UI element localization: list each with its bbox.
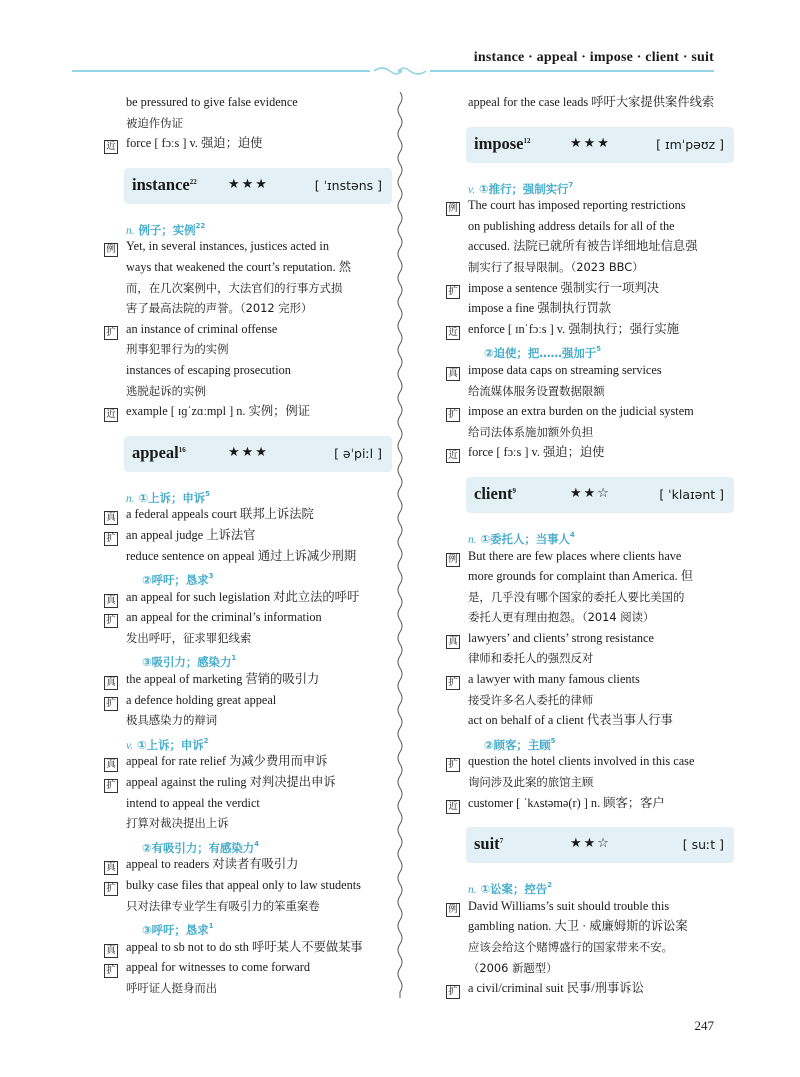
entry-text: customer [ ˈkʌstəmə(r) ] n. 顾客；客户	[468, 795, 665, 810]
star-rating: ★★★	[228, 444, 269, 460]
sense-line: v. ①上诉；申诉$^2$	[126, 736, 209, 752]
entry-line	[446, 958, 728, 979]
entry-head-appeal	[124, 436, 392, 472]
entry-text: 发出呼吁，征求罪犯线索	[126, 630, 252, 645]
entry-text: force [ fɔːs ] v. 强迫；迫使	[468, 445, 605, 460]
entry-line	[104, 257, 386, 278]
entry-text: 打算对裁决提出上诉	[126, 816, 229, 831]
headword: instance$^{22}$	[132, 174, 197, 194]
label-tag: 真	[104, 511, 118, 525]
entry-text: Yet, in several instances, justices acted in	[126, 239, 329, 254]
entry-line	[446, 751, 728, 772]
sense-line: ②有吸引力；有感染力$^4$	[142, 839, 260, 855]
entry-text: reduce sentence on appeal 通过上诉减少刑期	[126, 548, 357, 563]
label-tag: 扩	[446, 676, 460, 690]
label-tag: 扩	[104, 614, 118, 628]
entry-text: 给司法体系施加额外负担	[468, 424, 594, 439]
entry-text: a federal appeals court 联邦上诉法院	[126, 507, 314, 522]
entry-text: lawyers’ and clients’ strong resistance	[468, 630, 654, 645]
entry-line	[104, 607, 386, 628]
entry-text: 逃脱起诉的实例	[126, 383, 206, 398]
entry-line	[446, 442, 728, 463]
sense-line: n. ①委托人；当事人$^4$	[468, 530, 575, 546]
entry-text: appeal against the ruling 对判决提出申诉	[126, 775, 336, 790]
headword: impose$^{12}$	[474, 133, 531, 153]
entry-text: appeal to sb not to do sth 呼吁某人不要做某事	[126, 939, 363, 954]
entry-text: 是，几乎没有哪个国家的委托人要比美国的	[468, 589, 685, 604]
entry-line	[104, 381, 386, 402]
ornament-icon	[370, 64, 430, 78]
label-tag: 真	[104, 944, 118, 958]
entry-text: 询问涉及此案的旅馆主顾	[468, 775, 594, 790]
entry-line	[104, 278, 386, 299]
entry-line	[446, 381, 728, 402]
entry-line	[104, 339, 386, 360]
label-tag: 扩	[446, 285, 460, 299]
entry-text: accused. 法院已就所有被告详细地址信息强	[468, 239, 698, 254]
label-tag: 扩	[446, 408, 460, 422]
entry-line	[104, 360, 386, 381]
label-tag: 例	[446, 202, 460, 216]
entry-text: 律师和委托人的强烈反对	[468, 651, 594, 666]
entry-text: 被迫作伪证	[126, 115, 183, 130]
entry-line	[104, 587, 386, 608]
entry-text: an appeal for such legislation 对此立法的呼吁	[126, 589, 360, 604]
entry-line	[104, 546, 386, 567]
label-tag: 例	[446, 903, 460, 917]
entry-line	[446, 916, 728, 937]
entry-line	[446, 690, 728, 711]
label-tag: 扩	[104, 882, 118, 896]
running-header: instance · appeal · impose · client · suit	[473, 50, 714, 65]
entry-line	[446, 607, 728, 628]
entry-line	[446, 978, 728, 999]
entry-line	[446, 628, 728, 649]
entry-text: 呼吁证人挺身而出	[126, 980, 218, 995]
entry-text: on publishing address details for all of the	[468, 218, 675, 233]
label-tag: 近	[446, 800, 460, 814]
entry-line	[104, 710, 386, 731]
label-tag: 近	[104, 140, 118, 154]
label-tag: 扩	[104, 532, 118, 546]
label-tag: 扩	[104, 697, 118, 711]
entry-text: ways that weakened the court’s reputation. 然	[126, 259, 352, 274]
entry-text: an appeal for the criminal’s information	[126, 610, 322, 625]
page-number: 247	[694, 1018, 714, 1033]
entry-text: gambling nation. 大卫 · 威廉姆斯的诉讼案	[468, 919, 688, 934]
entry-text: appeal to readers 对读者有吸引力	[126, 857, 299, 872]
entry-line	[446, 937, 728, 958]
entry-line	[104, 854, 386, 875]
entry-text: instances of escaping prosecution	[126, 362, 291, 377]
entry-line	[104, 772, 386, 793]
headword: client$^9$	[474, 483, 516, 503]
entry-text: appeal for witnesses to come forward	[126, 960, 311, 975]
left-column	[104, 92, 386, 999]
entry-line	[446, 195, 728, 216]
phonetic: [ ˈɪnstəns ]	[314, 177, 382, 193]
label-tag: 真	[446, 635, 460, 649]
entry-text: 只对法律专业学生有吸引力的笨重案卷	[126, 898, 320, 913]
entry-line	[446, 587, 728, 608]
entry-text: a defence holding great appeal	[126, 692, 277, 707]
entry-line	[104, 937, 386, 958]
entry-line	[446, 793, 728, 814]
entry-line	[446, 648, 728, 669]
entry-line	[104, 690, 386, 711]
entry-text: a lawyer with many famous clients	[468, 672, 640, 687]
entry-text: act on behalf of a client 代表当事人行事	[468, 713, 673, 728]
entry-text: example [ ɪɡˈzɑːmpl ] n. 实例；例证	[126, 404, 311, 419]
entry-line	[104, 92, 386, 113]
sense-line: ③呼吁；恳求$^1$	[142, 922, 214, 938]
entry-text: the appeal of marketing 营销的吸引力	[126, 672, 320, 687]
sense-line: n. 例子；实例$^{22}$	[126, 221, 206, 237]
entry-text: 而，在几次案例中，大法官们的行事方式损	[126, 280, 343, 295]
entry-line	[446, 422, 728, 443]
label-tag: 扩	[446, 985, 460, 999]
entry-head-suit	[466, 827, 734, 863]
sense-line: ③吸引力；感染力$^1$	[142, 654, 237, 670]
entry-line	[446, 92, 728, 113]
entry-line	[104, 628, 386, 649]
entry-text: an instance of criminal offense	[126, 321, 278, 336]
entry-line	[446, 236, 728, 257]
entry-text: enforce [ ɪnˈfɔːs ] v. 强制执行；强行实施	[468, 321, 679, 336]
entry-text: 给流媒体服务设置数据限额	[468, 383, 605, 398]
entry-text: a civil/criminal suit 民事/刑事诉讼	[468, 981, 644, 996]
entry-text: intend to appeal the verdict	[126, 795, 260, 810]
entry-text: 极具感染力的辩词	[126, 713, 218, 728]
entry-text: appeal for rate relief 为减少费用而申诉	[126, 754, 328, 769]
entry-line	[104, 236, 386, 257]
label-tag: 近	[446, 326, 460, 340]
entry-line	[446, 216, 728, 237]
star-rating: ★★★	[570, 135, 611, 151]
entry-line	[104, 751, 386, 772]
sense-line: ②顾客；主顾$^5$	[484, 736, 556, 752]
entry-line	[446, 360, 728, 381]
sense-line: n. ①上诉；申诉$^5$	[126, 489, 210, 505]
entry-text: 委托人更有理由抱怨。（2014 阅读）	[468, 610, 655, 625]
label-tag: 扩	[104, 326, 118, 340]
entry-text: appeal for the case leads 呼吁大家提供案件线索	[468, 95, 715, 109]
sense-line: ②呼吁；恳求$^3$	[142, 572, 214, 588]
entry-text: 接受许多名人委托的律师	[468, 692, 594, 707]
entry-text: 制实行了报导限制。（2023 BBC）	[468, 259, 644, 274]
entry-text: But there are few places where clients have	[468, 548, 682, 563]
label-tag: 扩	[446, 758, 460, 772]
entry-head-impose	[466, 127, 734, 163]
entry-line	[104, 319, 386, 340]
entry-line	[104, 525, 386, 546]
column-divider	[396, 92, 404, 998]
star-rating: ★★☆	[570, 485, 611, 501]
entry-head-instance	[124, 168, 392, 204]
label-tag: 扩	[104, 964, 118, 978]
label-tag: 真	[104, 758, 118, 772]
phonetic: [ ˈklaɪənt ]	[659, 486, 724, 502]
entry-text: 应该会给这个赌博盛行的国家带来不安。	[468, 940, 674, 954]
right-column	[446, 92, 728, 999]
label-tag: 例	[446, 553, 460, 567]
entry-line	[446, 278, 728, 299]
entry-line	[104, 504, 386, 525]
label-tag: 真	[104, 861, 118, 875]
label-tag: 近	[104, 408, 118, 422]
entry-line	[104, 133, 386, 154]
sense-line: ②迫使；把……强加于$^5$	[484, 345, 602, 361]
entry-text: bulky case files that appeal only to law students	[126, 878, 361, 892]
entry-line	[104, 298, 386, 319]
entry-line	[446, 298, 728, 319]
entry-text: impose a sentence 强制实行一项判决	[468, 280, 659, 295]
entry-line	[446, 257, 728, 278]
label-tag: 真	[104, 676, 118, 690]
label-tag: 真	[104, 594, 118, 608]
headword: suit$^7$	[474, 834, 504, 854]
phonetic: [ ɪmˈpəʊz ]	[656, 136, 724, 152]
label-tag: 扩	[104, 779, 118, 793]
entry-text: 害了最高法院的声誉。（2012 完形）	[126, 301, 313, 316]
entry-line	[104, 669, 386, 690]
entry-line	[446, 896, 728, 917]
phonetic: [ suːt ]	[682, 837, 724, 853]
entry-line	[446, 566, 728, 587]
entry-line	[104, 813, 386, 834]
entry-text: The court has imposed reporting restrictions	[468, 198, 686, 213]
label-tag: 例	[104, 243, 118, 257]
entry-text: impose a fine 强制执行罚款	[468, 301, 612, 316]
entry-text: an appeal judge 上诉法官	[126, 527, 256, 542]
entry-line	[104, 978, 386, 999]
entry-text: impose an extra burden on the judicial system	[468, 404, 694, 419]
entry-text: David Williams’s suit should trouble this	[468, 898, 670, 913]
entry-line	[446, 669, 728, 690]
headword: appeal$^{16}$	[132, 442, 186, 462]
label-tag: 真	[446, 367, 460, 381]
label-tag: 近	[446, 449, 460, 463]
entry-text: question the hotel clients involved in this case	[468, 754, 695, 769]
entry-line	[104, 875, 386, 896]
entry-line	[104, 896, 386, 917]
entry-line	[446, 710, 728, 731]
entry-line	[104, 113, 386, 134]
entry-text: more grounds for complaint than America. 但	[468, 569, 694, 584]
entry-line	[104, 793, 386, 814]
star-rating: ★★★	[228, 176, 269, 192]
entry-line	[104, 401, 386, 422]
star-rating: ★★☆	[570, 836, 611, 852]
entry-text: （2006 新题型）	[468, 960, 558, 975]
entry-text: impose data caps on streaming services	[468, 362, 662, 377]
entry-line	[446, 319, 728, 340]
entry-line	[446, 772, 728, 793]
sense-line: v. ①推行；强制实行$^7$	[468, 180, 574, 196]
entry-head-client	[466, 477, 734, 513]
phonetic: [ əˈpiːl ]	[334, 445, 382, 461]
entry-line	[104, 957, 386, 978]
sense-line: n. ①讼案；控告$^2$	[468, 881, 552, 897]
entry-text: force [ fɔːs ] v. 强迫；迫使	[126, 136, 263, 151]
entry-text: 刑事犯罪行为的实例	[126, 342, 229, 357]
entry-line	[446, 546, 728, 567]
entry-text: be pressured to give false evidence	[126, 95, 298, 109]
entry-line	[446, 401, 728, 422]
